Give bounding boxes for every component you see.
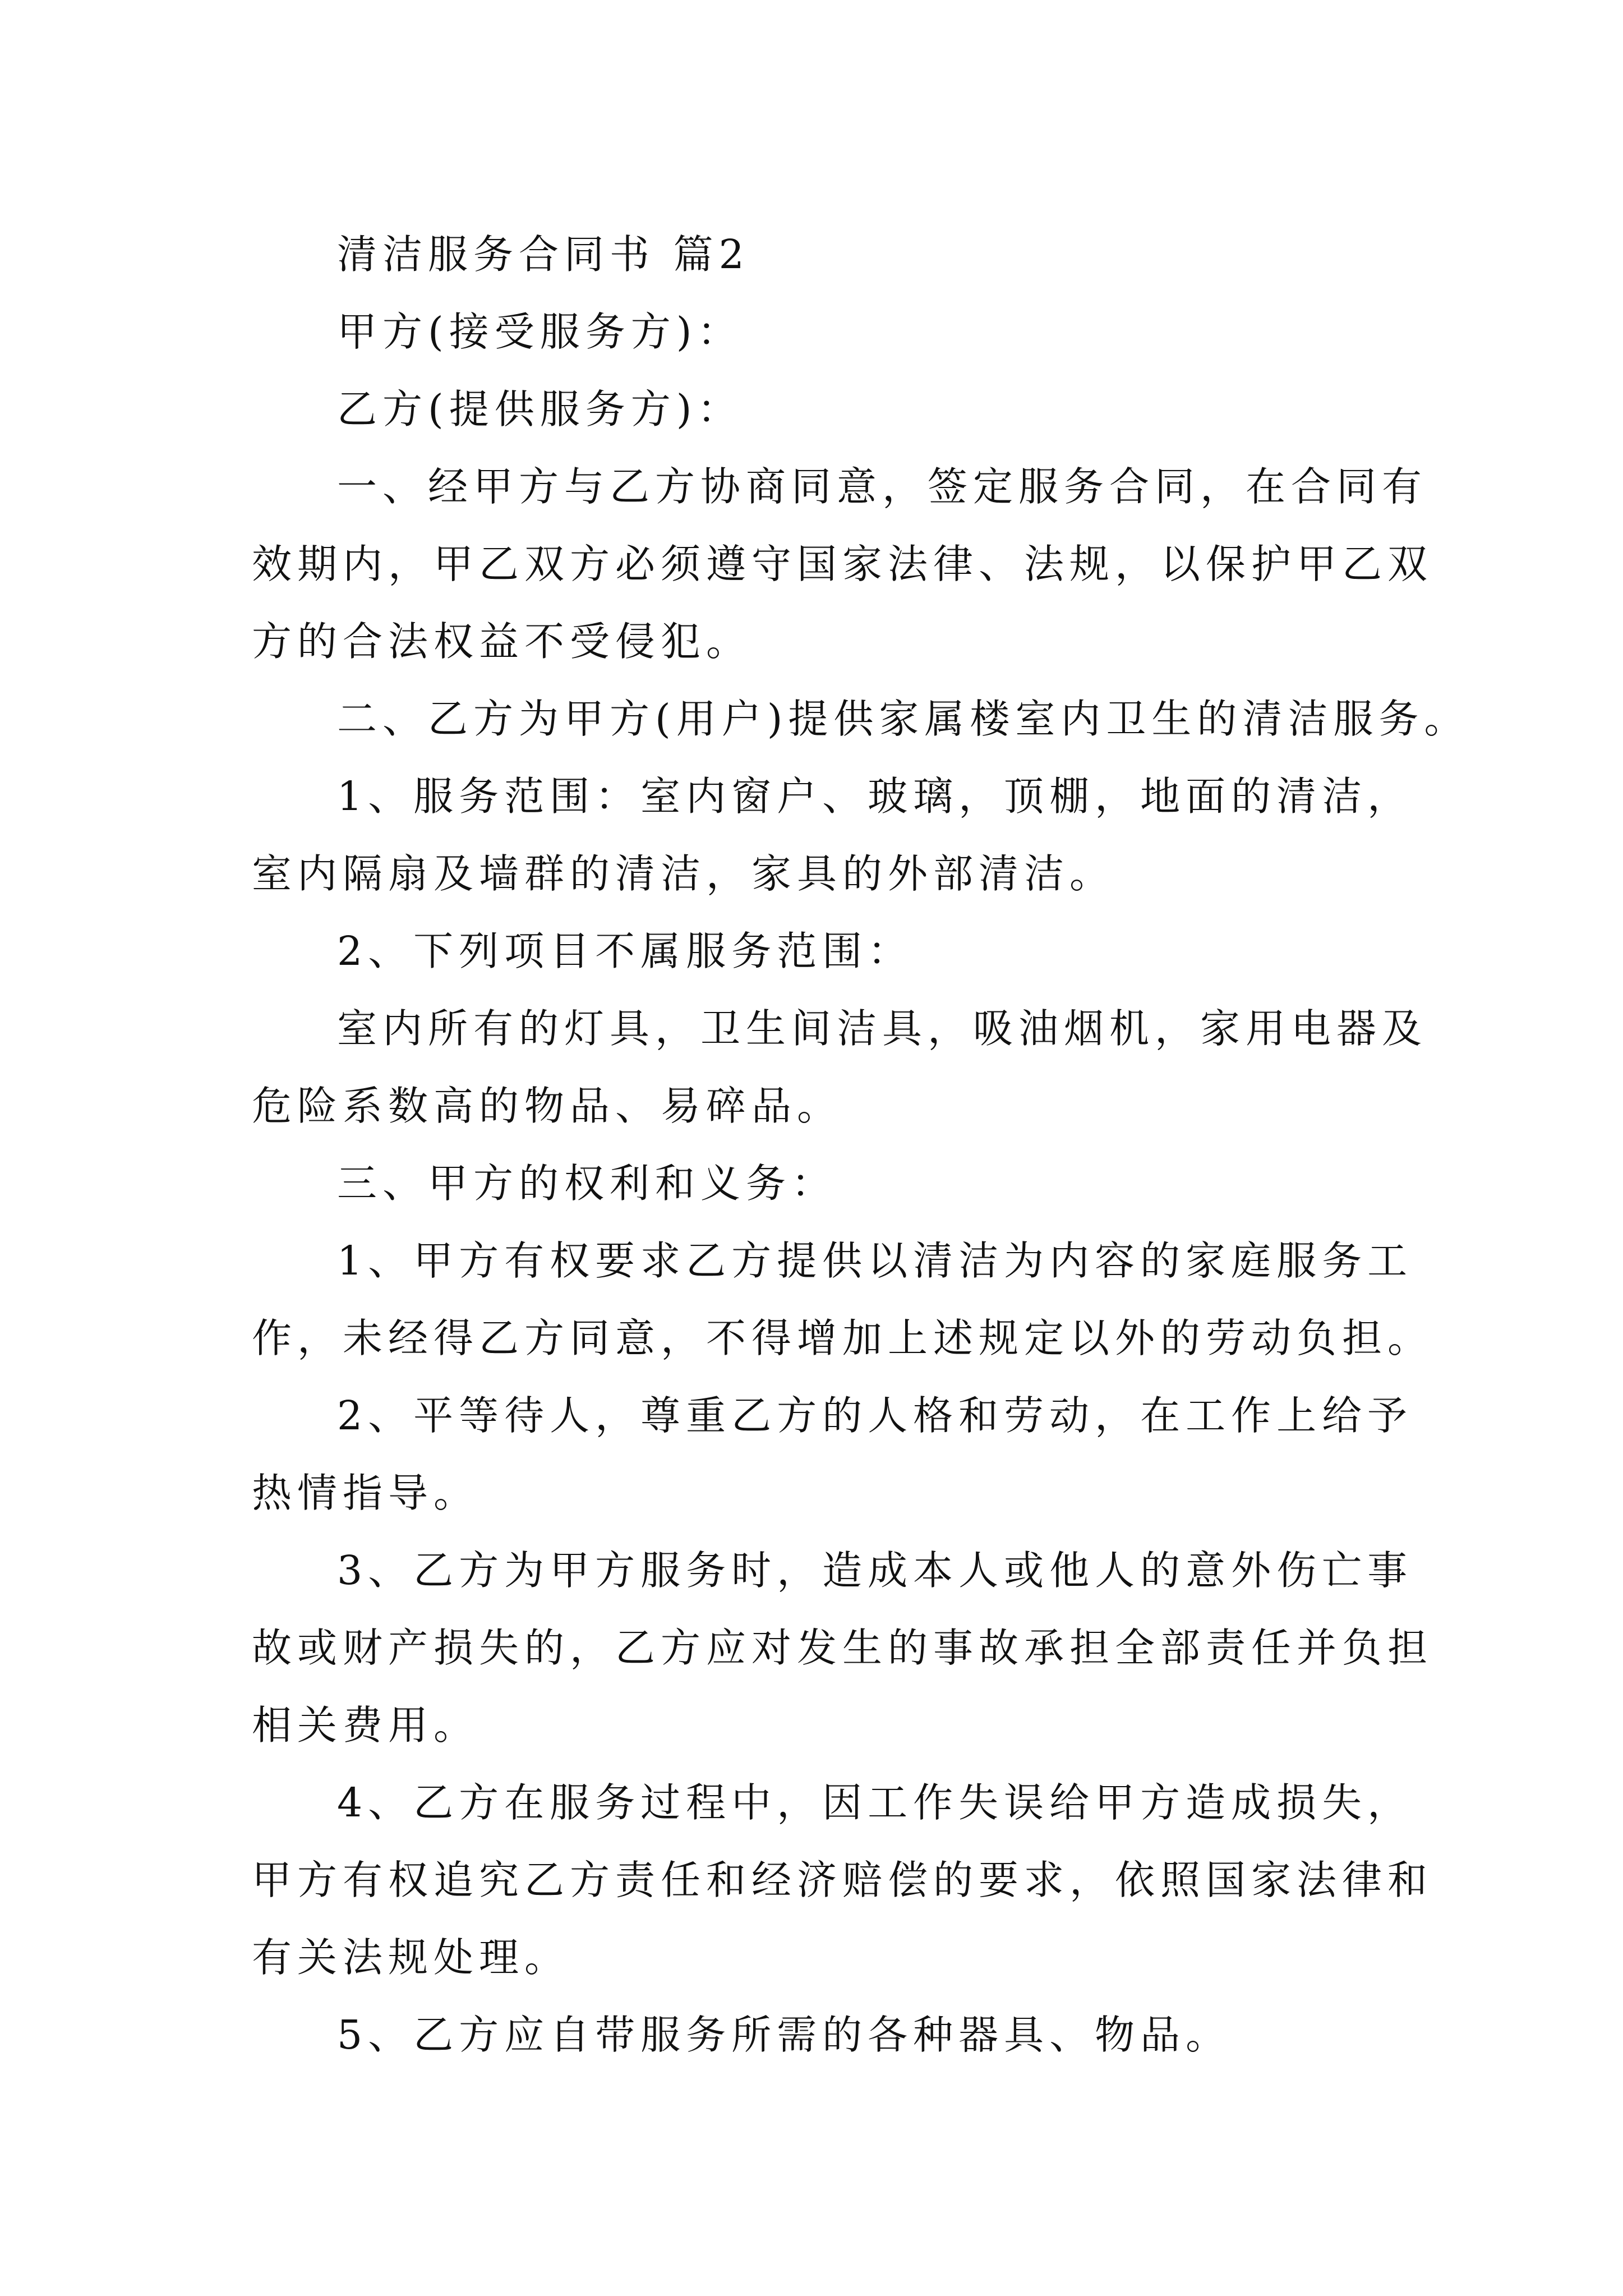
text-line: 危险系数高的物品、易碎品。 <box>252 1083 843 1129</box>
section-heading: 三、甲方的权利和义务： <box>337 1160 837 1207</box>
text-line: 二、乙方为甲方(用户)提供家属楼室内卫生的清洁服务。 <box>337 696 1470 742</box>
text-line: 2、平等待人，尊重乙方的人格和劳动，在工作上给予 <box>337 1392 1413 1439</box>
text-line: 室内所有的灯具，卫生间洁具，吸油烟机，家用电器及 <box>337 1005 1428 1052</box>
text-line: 2、下列项目不属服务范围： <box>337 928 914 974</box>
party-b-line: 乙方(提供服务方)： <box>337 386 743 432</box>
text-line: 室内隔扇及墙群的清洁，家具的外部清洁。 <box>252 850 1115 897</box>
document-title: 清洁服务合同书 篇2 <box>337 231 750 278</box>
party-a-line: 甲方(接受服务方)： <box>337 309 743 355</box>
text-line: 甲方有权追究乙方责任和经济赔偿的要求，依照国家法律和 <box>252 1857 1433 1903</box>
text-line: 故或财产损失的，乙方应对发生的事故承担全部责任并负担 <box>252 1625 1433 1671</box>
text-line: 热情指导。 <box>252 1470 479 1516</box>
text-line: 5、乙方应自带服务所需的各种器具、物品。 <box>337 2012 1232 2058</box>
text-line: 有关法规处理。 <box>252 1934 570 1981</box>
text-line: 效期内，甲乙双方必须遵守国家法律、法规，以保护甲乙双 <box>252 541 1433 587</box>
text-line: 相关费用。 <box>252 1702 479 1749</box>
text-line: 一、经甲方与乙方协商同意，签定服务合同，在合同有 <box>337 463 1428 510</box>
document-body <box>252 216 1470 2074</box>
text-line: 作，未经得乙方同意，不得增加上述规定以外的劳动负担。 <box>252 1315 1433 1361</box>
text-line: 1、甲方有权要求乙方提供以清洁为内容的家庭服务工 <box>337 1237 1413 1284</box>
text-line: 方的合法权益不受侵犯。 <box>252 618 752 665</box>
text-line: 4、乙方在服务过程中，因工作失误给甲方造成损失， <box>337 1779 1413 1826</box>
text-line: 3、乙方为甲方服务时，造成本人或他人的意外伤亡事 <box>337 1547 1413 1594</box>
text-line: 1、服务范围：室内窗户、玻璃，顶棚，地面的清洁， <box>337 773 1413 820</box>
